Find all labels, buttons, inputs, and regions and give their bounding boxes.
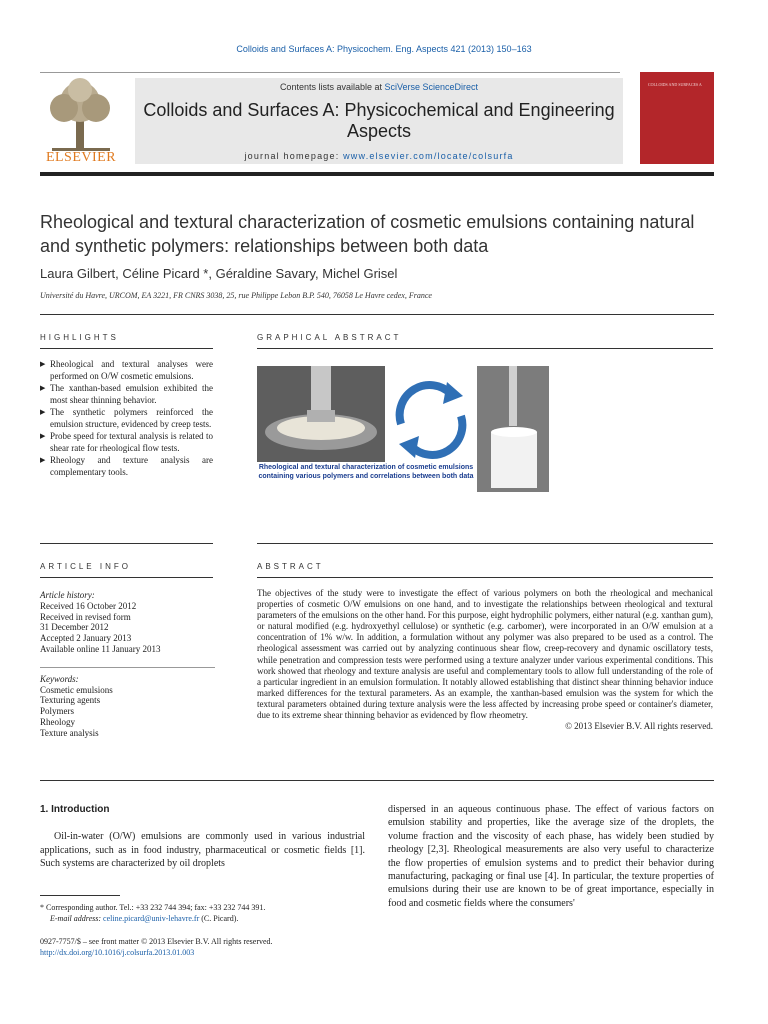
- graphical-abstract-heading: GRAPHICAL ABSTRACT: [257, 333, 402, 342]
- footnote: [40, 903, 365, 924]
- highlights-heading: HIGHLIGHTS: [40, 333, 119, 342]
- history-line: Received 16 October 2012: [40, 600, 137, 611]
- texture-analyzer-photo: [477, 366, 549, 492]
- intro-column-2: [388, 803, 714, 910]
- history-line: 31 December 2012: [40, 622, 109, 633]
- intro-paragraph: dispersed in an aqueous continuous phase. The effect of various factors on emulsion stability and properties, like the average size of the droplets, the volume fraction and the viscosity of each phase, has widely been studied by rheology [2,3]. Rheological measurements are also very useful to characterize the flow properties of emulsion systems and to predict their behavior during manufacturing, packaging or final use [4]. In particular, the texture properties of emulsions during their use are known to be of great importance, especially in food and cosmetic fields where the consumers': [388, 804, 714, 909]
- history-line: Received in revised form: [40, 611, 131, 622]
- intro-paragraph: Oil-in-water (O/W) emulsions are commonly used in various industrial applications, such as in food industry, pharmaceutical or cosmetic fields [1]. Such systems are characterized by oil droplets: [40, 831, 365, 870]
- history-line: Available online 11 January 2013: [40, 643, 161, 654]
- abstract-heading: ABSTRACT: [257, 562, 324, 571]
- keyword: Polymers: [40, 706, 75, 717]
- highlight-item: ▶ The synthetic polymers reinforced the emulsion structure, evidenced by creep tests.: [40, 406, 213, 430]
- highlight-item: ▶ Rheological and textural analyses were performed on O/W cosmetic emulsions.: [40, 358, 213, 382]
- issn-line: 0927-7757/$ – see front matter © 2013 Elsevier B.V. All rights reserved.: [40, 937, 273, 946]
- cycle-arrows-icon: [387, 380, 475, 460]
- affiliation: Université du Havre, URCOM, EA 3221, FR CNRS 3038, 25, rue Philippe Lebon B.P. 540, 76058 Le Havre cedex, France: [40, 291, 432, 300]
- graphical-abstract-caption: Rheological and textural characterization of cosmetic emulsions containing various polymers and correlations between both data: [258, 464, 474, 480]
- divider: [40, 348, 213, 349]
- keyword: Texturing agents: [40, 695, 101, 706]
- publisher-name: ELSEVIER: [45, 150, 117, 165]
- elsevier-logo: [38, 78, 124, 170]
- copyright: © 2013 Elsevier B.V. All rights reserved.: [565, 721, 713, 732]
- abstract-text: The objectives of the study were to investigate the effect of various polymers on both the rheological and mechanical properties of cosmetic O/W emulsions on one hand, and to investigate the relationships between rheological and textural parameters of the emulsions on the other hand. For this purpose, eight hydrophilic polymers, either natural (e.g. xanthan gum), or natural modified (e.g. hydroxyethyl cellulose) or synthetic (e.g. carbomer), were incorporated in an O/W emulsion at a concentration of 1% w/w. In addition, a formulation without any polymer was also prepared to be used as a control. The rheological assessment was carried out by analyzing continuous shear flow, creep-recovery and dynamic oscillatory tests, while penetration and compression tests were performed using a texture analyzer under various experimental conditions. This work showed that rheology and texture analysis are useful and complementary tools to allow full understanding of the role of a particular ingredient in an emulsion formulation. It notably allowed establishing that distinct shear thinning behavior induce marked differences for the textural parameters. As an example, the xanthan-based emulsion was the system for which the textural parameters obtained during texture analysis were the less affected by increasing probe speed or container's diameter, due to its extreme shear thinning behavior as evidenced by flow rheometry.: [257, 588, 713, 721]
- journal-cover: [640, 72, 714, 164]
- header-thick-rule: [40, 172, 714, 176]
- footnote-rule: [40, 895, 120, 896]
- keywords-label: Keywords:: [40, 673, 79, 684]
- journal-reference[interactable]: Colloids and Surfaces A: Physicochem. Eng. Aspects 421 (2013) 150–163: [236, 44, 532, 54]
- divider: [40, 577, 213, 578]
- divider: [257, 577, 713, 578]
- email-suffix: (C. Picard).: [199, 913, 239, 923]
- divider: [40, 543, 213, 544]
- keyword: Rheology: [40, 716, 75, 727]
- abstract: [257, 588, 713, 732]
- keyword: Texture analysis: [40, 727, 99, 738]
- highlight-item: ▶ The xanthan-based emulsion exhibited the most shear thinning behavior.: [40, 382, 213, 406]
- journal-banner: [135, 78, 623, 164]
- history-line: Accepted 2 January 2013: [40, 633, 132, 644]
- intro-column-1: [40, 803, 365, 871]
- contents-line: [135, 82, 623, 92]
- email-label: E-mail address:: [50, 913, 104, 923]
- email-link[interactable]: celine.picard@univ-lehavre.fr: [103, 913, 200, 923]
- homepage-prefix: journal homepage:: [244, 151, 344, 161]
- doi-link[interactable]: http://dx.doi.org/10.1016/j.colsurfa.2013.01.003: [40, 947, 195, 957]
- rheometer-photo: [257, 366, 385, 462]
- article-info: [40, 590, 215, 739]
- sciencedirect-link[interactable]: SciVerse ScienceDirect: [384, 82, 479, 92]
- history-label: Article history:: [40, 590, 95, 600]
- authors: Laura Gilbert, Céline Picard *, Géraldine Savary, Michel Grisel: [40, 266, 398, 281]
- homepage-line: [135, 151, 623, 161]
- divider: [40, 314, 714, 315]
- article-info-heading: ARTICLE INFO: [40, 562, 131, 571]
- front-matter: [40, 937, 365, 958]
- article-title: Rheological and textural characterization of cosmetic emulsions containing natural and synthetic polymers: relationships between both data: [40, 212, 695, 256]
- graphical-abstract-figure: [257, 366, 550, 494]
- corresponding-author: * Corresponding author. Tel.: +33 232 744 394; fax: +33 232 744 391.: [40, 903, 266, 912]
- homepage-link[interactable]: www.elsevier.com/locate/colsurfa: [343, 151, 514, 161]
- divider: [257, 543, 713, 544]
- cover-title: COLLOIDS AND SURFACES A: [648, 82, 702, 87]
- header-rule: [40, 72, 620, 73]
- highlights-list: [40, 358, 213, 478]
- divider: [257, 348, 713, 349]
- highlight-item: ▶ Probe speed for textural analysis is related to shear rate for rheological flow tests.: [40, 430, 213, 454]
- highlight-item: ▶ Rheology and texture analysis are complementary tools.: [40, 454, 213, 478]
- journal-title: Colloids and Surfaces A: Physicochemical and Engineering Aspects: [143, 100, 615, 141]
- contents-prefix: Contents lists available at: [279, 82, 385, 92]
- section-heading: 1. Introduction: [40, 804, 110, 815]
- divider: [40, 780, 714, 781]
- keyword: Cosmetic emulsions: [40, 684, 113, 695]
